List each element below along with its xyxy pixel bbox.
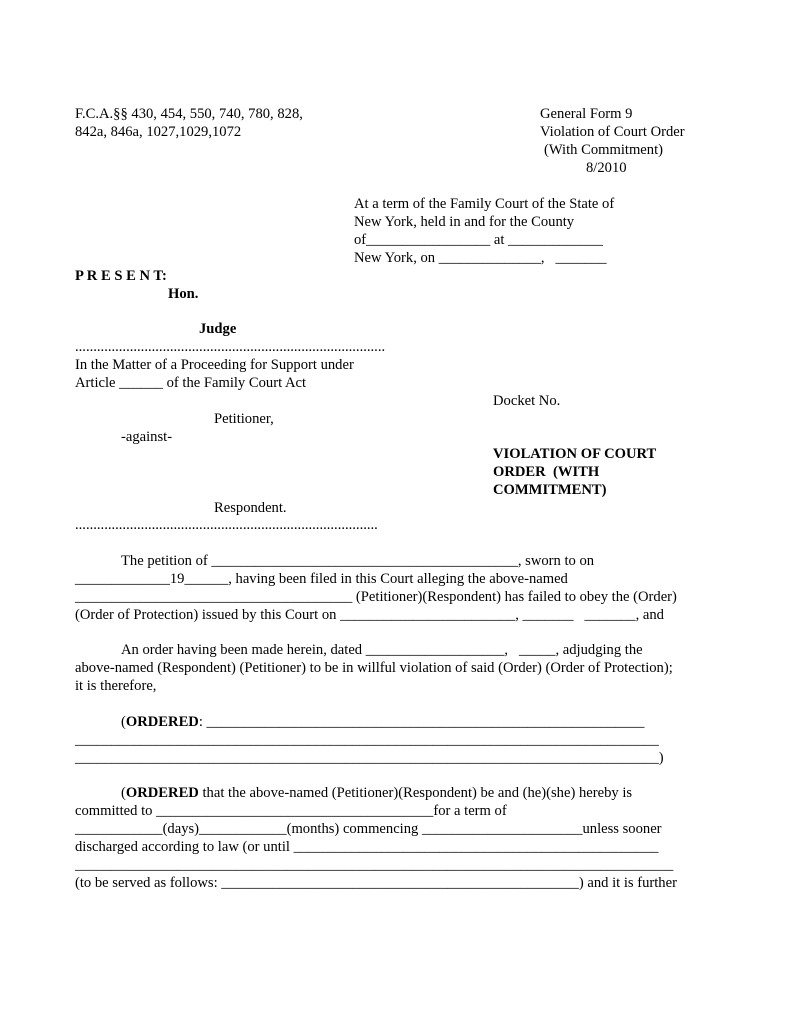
- order-made-line1: An order having been made herein, dated ___________________, _____, adjudging the: [121, 642, 643, 658]
- court-term-line2: New York, held in and for the County: [354, 214, 575, 230]
- court-term-line4: New York, on ______________, _______: [354, 250, 607, 266]
- statute-reference-line1: F.C.A.§§ 430, 454, 550, 740, 780, 828,: [75, 106, 303, 122]
- petitioner-label: Petitioner,: [214, 411, 274, 427]
- document-title-line1: VIOLATION OF COURT: [493, 446, 657, 462]
- ordered-keyword: ORDERED: [125, 714, 199, 730]
- judge-label: Judge: [199, 321, 237, 337]
- against-label: -against-: [121, 429, 173, 445]
- ordered-clause2-text: that the above-named (Petitioner)(Respondent) be and (he)(she) hereby is: [198, 785, 633, 801]
- ordered-clause2-line3: ____________(days)____________(months) commencing ______________________unless sooner: [75, 821, 662, 837]
- hon-label: Hon.: [168, 286, 199, 302]
- matter-line2: Article ______ of the Family Court Act: [75, 375, 307, 391]
- open-paren: (: [121, 785, 126, 801]
- docket-label: Docket No.: [493, 393, 561, 409]
- matter-line1: In the Matter of a Proceeding for Support under: [75, 357, 354, 373]
- ordered-clause2-line6: (to be served as follows: _________________________________________________) and it is further: [75, 875, 677, 891]
- caption-dotted-rule-top: .....................................................................................: [75, 339, 386, 355]
- order-made-line2: above-named (Respondent) (Petitioner) to be in willful violation of said (Order) (Order of Protection);: [75, 660, 673, 676]
- ordered-clause1-line3: ________________________________________________________________________________): [75, 750, 664, 766]
- statute-reference-line2: 842a, 846a, 1027,1029,1072: [75, 124, 242, 140]
- ordered-clause2-line5: __________________________________________________________________________________: [75, 857, 674, 873]
- ordered-clause2-line2: committed to ______________________________________for a term of: [75, 803, 507, 819]
- ordered-clause2-line1: [121, 784, 632, 802]
- present-label: P R E S E N T:: [75, 268, 167, 284]
- court-term-line3: of_________________ at _____________: [354, 232, 603, 248]
- court-term-line1: At a term of the Family Court of the State of: [354, 196, 615, 212]
- ordered-clause1-line1: [121, 713, 644, 731]
- form-subtitle: (With Commitment): [544, 142, 663, 158]
- document-title-line3: COMMITMENT): [493, 482, 607, 498]
- ordered-clause1-line2: ________________________________________________________________________________: [75, 732, 659, 748]
- petition-line4: (Order of Protection) issued by this Court on ________________________, _______ _______, and: [75, 607, 664, 623]
- petition-line1: The petition of __________________________________________, sworn to on: [121, 553, 595, 569]
- form-title: Violation of Court Order: [540, 124, 685, 140]
- respondent-label: Respondent.: [214, 500, 287, 516]
- ordered-clause1-blank: : ____________________________________________________________: [198, 714, 645, 730]
- order-made-line3: it is therefore,: [75, 678, 157, 694]
- form-name: General Form 9: [540, 106, 633, 122]
- form-date: 8/2010: [586, 160, 627, 176]
- document-title-line2: ORDER (WITH: [493, 464, 600, 480]
- open-paren: (: [121, 714, 126, 730]
- petition-line2: _____________19______, having been filed in this Court alleging the above-named: [75, 571, 568, 587]
- ordered-keyword: ORDERED: [125, 785, 199, 801]
- caption-dotted-rule-bottom: ...................................................................................: [75, 517, 378, 533]
- petition-line3: ______________________________________ (Petitioner)(Respondent) has failed to obey the (Order): [75, 589, 677, 605]
- ordered-clause2-line4: discharged according to law (or until __________________________________________________: [75, 839, 659, 855]
